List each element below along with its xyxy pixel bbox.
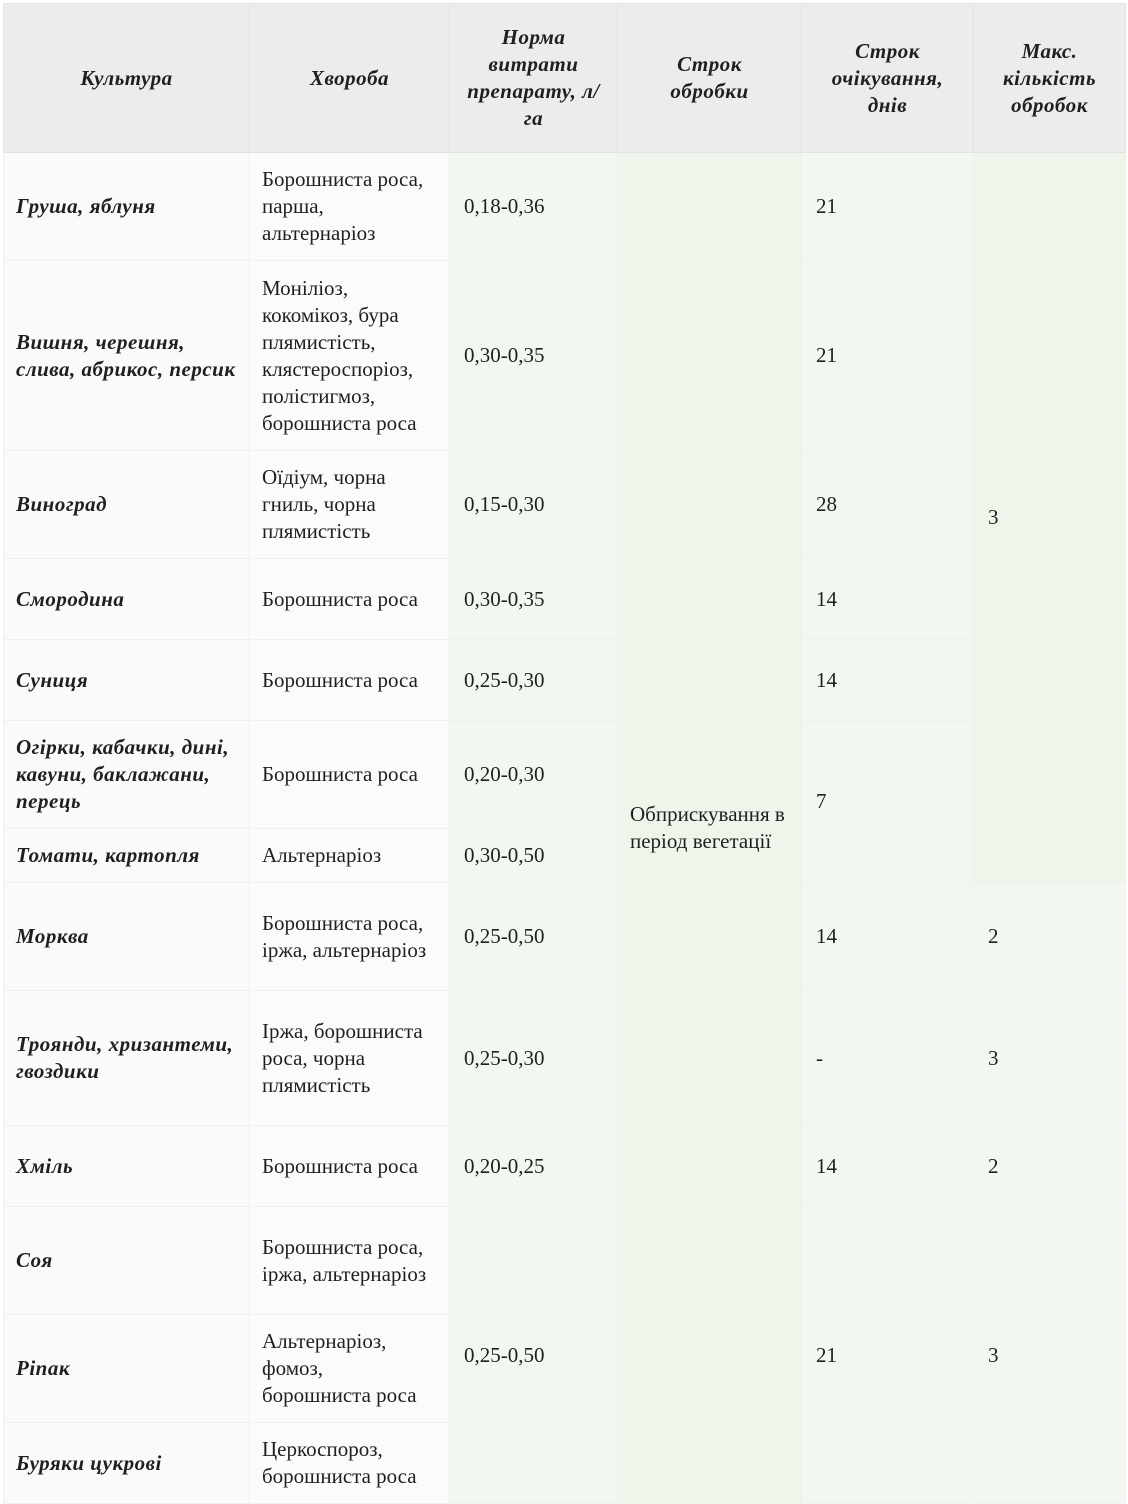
max-cell: 3	[974, 153, 1126, 883]
crop-cell: Вишня, черешня, слива, абрикос, персик	[4, 261, 250, 451]
crop-cell: Морква	[4, 883, 250, 991]
waiting-cell: 21	[802, 1207, 974, 1504]
waiting-cell: 14	[802, 1126, 974, 1207]
rate-cell: 0,25-0,30	[450, 640, 618, 721]
disease-cell: Борошниста роса	[250, 721, 450, 829]
crop-cell: Огірки, кабачки, дині, кавуни, баклажани, перець	[4, 721, 250, 829]
rate-cell: 0,30-0,35	[450, 559, 618, 640]
rate-cell: 0,25-0,50	[450, 1207, 618, 1504]
rate-cell: 0,15-0,30	[450, 451, 618, 559]
application-rates-table	[3, 3, 1126, 1504]
waiting-cell: 7	[802, 721, 974, 883]
crop-cell: Суниця	[4, 640, 250, 721]
max-cell: 3	[974, 991, 1126, 1126]
table-row	[4, 451, 1126, 559]
disease-cell: Борошниста роса	[250, 1126, 450, 1207]
crop-cell: Ріпак	[4, 1315, 250, 1423]
disease-cell: Моніліоз, кокомікоз, бура плямистість, клястероспоріоз, полістигмоз, борошниста роса	[250, 261, 450, 451]
disease-cell: Борошниста роса	[250, 559, 450, 640]
rate-cell: 0,20-0,30	[450, 721, 618, 829]
timing-cell: Обприскування в період вегетації	[618, 153, 802, 1504]
waiting-cell: 21	[802, 153, 974, 261]
table-row	[4, 640, 1126, 721]
disease-cell: Борошниста роса, іржа, альтернаріоз	[250, 1207, 450, 1315]
table-row	[4, 721, 1126, 829]
waiting-cell: 14	[802, 883, 974, 991]
rate-cell: 0,25-0,50	[450, 883, 618, 991]
header-disease: Хвороба	[250, 4, 450, 153]
waiting-cell: -	[802, 991, 974, 1126]
max-cell: 3	[974, 1207, 1126, 1504]
disease-cell: Борошниста роса, іржа, альтернаріоз	[250, 883, 450, 991]
waiting-cell: 14	[802, 559, 974, 640]
table-row	[4, 991, 1126, 1126]
crop-cell: Соя	[4, 1207, 250, 1315]
rate-cell: 0,30-0,35	[450, 261, 618, 451]
header-rate: Норма витрати препарату, л/га	[450, 4, 618, 153]
table-row	[4, 559, 1126, 640]
disease-cell: Оїдіум, чорна гниль, чорна плямистість	[250, 451, 450, 559]
crop-cell: Смородина	[4, 559, 250, 640]
header-crop: Культура	[4, 4, 250, 153]
table-row	[4, 1207, 1126, 1315]
table-row	[4, 1126, 1126, 1207]
disease-cell: Альтернаріоз, фомоз, борошниста роса	[250, 1315, 450, 1423]
waiting-cell: 21	[802, 261, 974, 451]
rate-cell: 0,18-0,36	[450, 153, 618, 261]
max-cell: 2	[974, 1126, 1126, 1207]
header-max: Макс. кількість обробок	[974, 4, 1126, 153]
table-row	[4, 153, 1126, 261]
rate-cell: 0,20-0,25	[450, 1126, 618, 1207]
table-header-row	[4, 4, 1126, 153]
waiting-cell: 14	[802, 640, 974, 721]
disease-cell: Альтернаріоз	[250, 829, 450, 883]
crop-cell: Хміль	[4, 1126, 250, 1207]
table-row	[4, 261, 1126, 451]
crop-cell: Троянди, хризантеми, гвоздики	[4, 991, 250, 1126]
disease-cell: Борошниста роса, парша, альтернаріоз	[250, 153, 450, 261]
header-waiting: Строк очікування, днів	[802, 4, 974, 153]
rate-cell: 0,25-0,30	[450, 991, 618, 1126]
crop-cell: Томати, картопля	[4, 829, 250, 883]
table-row	[4, 883, 1126, 991]
rate-cell: 0,30-0,50	[450, 829, 618, 883]
disease-cell: Іржа, борошниста роса, чорна плямистість	[250, 991, 450, 1126]
crop-cell: Виноград	[4, 451, 250, 559]
header-timing: Строк обробки	[618, 4, 802, 153]
disease-cell: Борошниста роса	[250, 640, 450, 721]
crop-cell: Буряки цукрові	[4, 1423, 250, 1504]
disease-cell: Церкоспороз, борошниста роса	[250, 1423, 450, 1504]
waiting-cell: 28	[802, 451, 974, 559]
max-cell: 2	[974, 883, 1126, 991]
crop-cell: Груша, яблуня	[4, 153, 250, 261]
